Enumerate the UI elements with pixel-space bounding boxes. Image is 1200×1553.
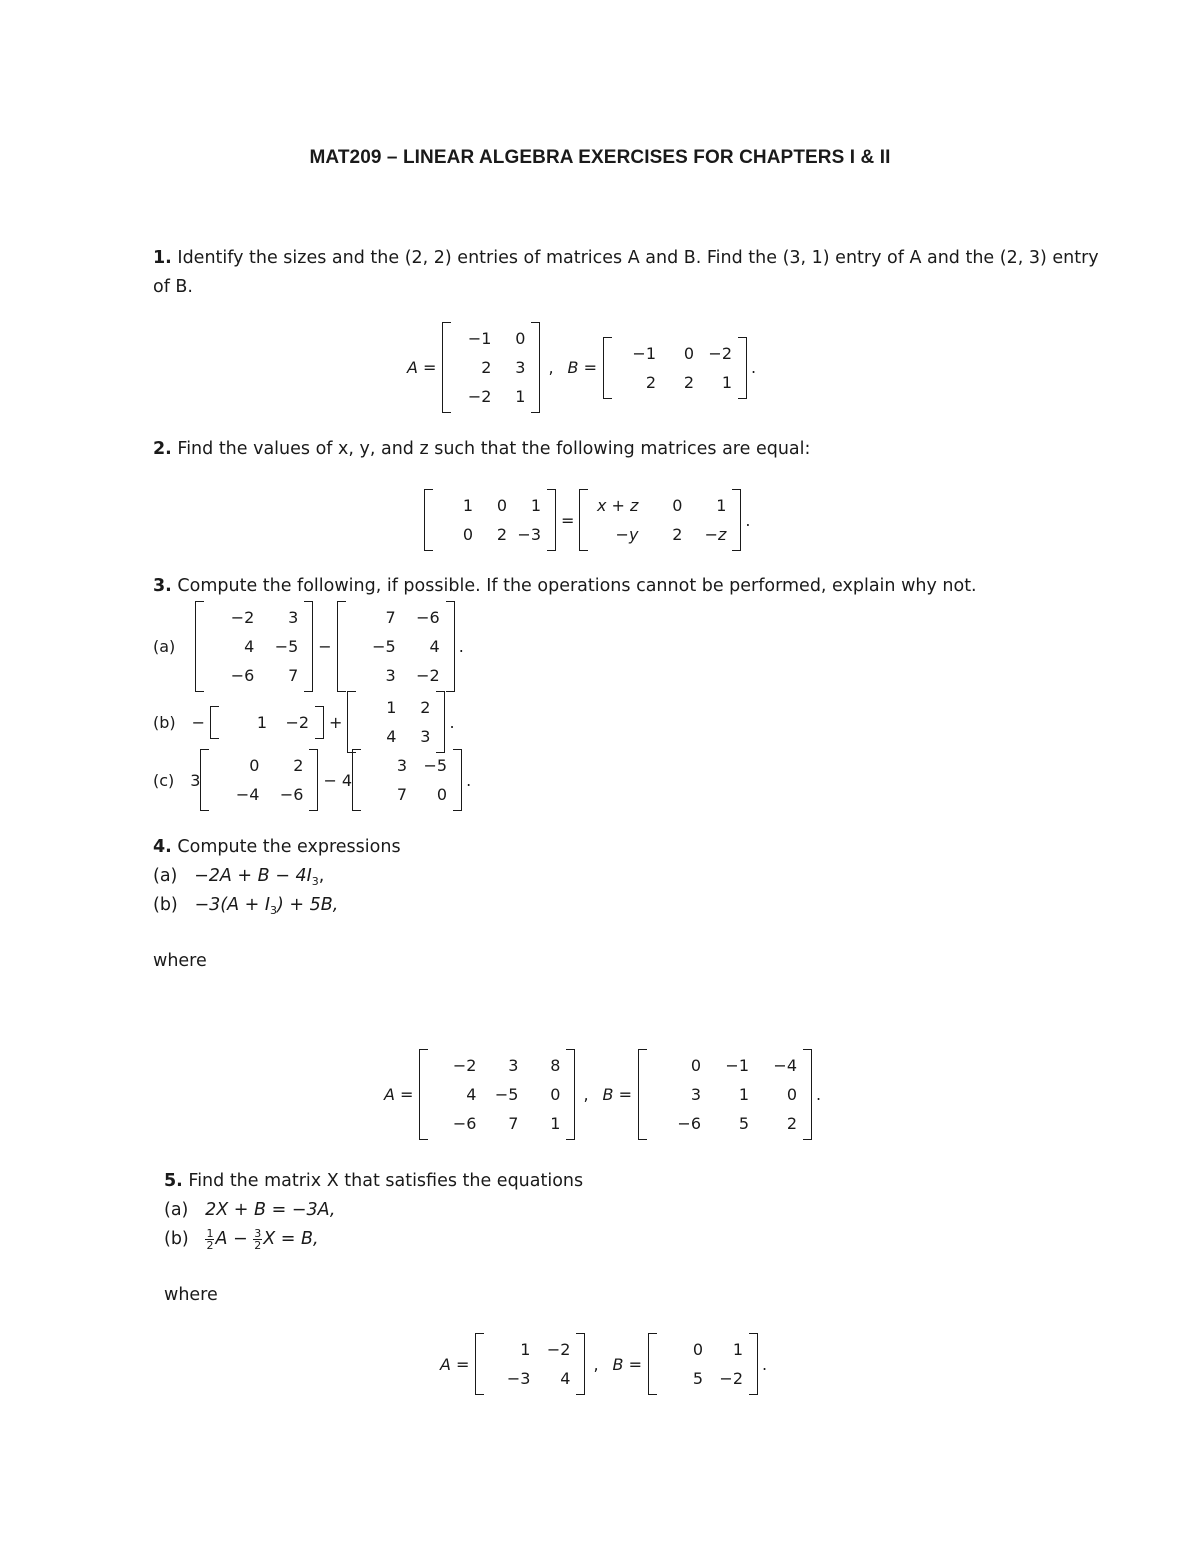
matrix-entry: 2 [683, 372, 694, 392]
matrix-entry: 3 [515, 358, 526, 377]
q3-part-a: (a) −2 3 4 −5 −6 7 − 7 −6 −5 4 3 −2 . [153, 601, 464, 692]
matrix-a2 [337, 601, 455, 692]
expression: A − [215, 1229, 248, 1249]
question-number: 4. [153, 837, 172, 857]
matrix-entry: −2 [467, 387, 492, 406]
matrix-entry: 0 [550, 1085, 561, 1104]
matrix-entry: −2 [708, 343, 732, 363]
matrix-entry: 3 [508, 1056, 519, 1075]
matrix-entry: 2 [645, 372, 656, 392]
matrix-entry: −6 [677, 1114, 701, 1133]
matrix-entry: 3 [288, 608, 299, 627]
matrix-entry: 7 [508, 1114, 519, 1133]
matrix-entry: 3 [420, 727, 431, 746]
question-1-line-2: of B. [153, 277, 193, 297]
q4-part-a: (a) $-2A + B - 4I_3$, [153, 866, 325, 888]
matrix-entry: 0 [462, 525, 473, 544]
matrix-entry: −5 [494, 1085, 519, 1104]
matrix-entry: 1 [721, 372, 732, 392]
matrix-entry: −2 [285, 712, 310, 732]
q3-part-b: (b) − 1 −2 + 1 2 4 3 . [153, 691, 455, 753]
expression: 2X + B = −3A, [205, 1200, 336, 1220]
matrix-entry: 3 [396, 756, 408, 775]
matrix-entry: −5 [372, 637, 396, 656]
matrix-entry: −5 [423, 756, 448, 775]
q3-part-c: (c) 3 0 2 −4 −6 − 4 3 −5 7 0 . [153, 749, 471, 811]
matrix-label: B = [602, 1085, 632, 1104]
expression: −2A + B − 4I [194, 866, 312, 886]
matrix-B [603, 337, 747, 399]
where-label: where [164, 1285, 218, 1305]
matrix-entry: 4 [244, 637, 255, 656]
matrix-label: A = [407, 358, 437, 377]
matrix-entry: −2 [230, 608, 255, 627]
matrix-entry: −3 [506, 1369, 531, 1388]
matrix-label: A = [440, 1354, 470, 1374]
matrix-entry: −6 [416, 608, 440, 627]
matrix-A [419, 1049, 575, 1140]
matrix-label: B = [567, 358, 597, 377]
q4-part-b: (b) $-3(A + I_3) + 5B$, [153, 895, 339, 917]
matrix-a1 [195, 601, 313, 692]
matrix-label: A = [384, 1085, 414, 1104]
matrix-entry: −3 [517, 525, 541, 544]
matrix-B [648, 1333, 758, 1395]
matrix-entry: 7 [288, 666, 299, 685]
matrix-entry: 1 [386, 698, 397, 717]
matrix-entry: 1 [530, 496, 541, 515]
matrix-entry: 1 [520, 1340, 531, 1359]
matrix-entry: −6 [279, 785, 304, 804]
question-3 [153, 572, 977, 600]
matrix-entry: 1 [738, 1085, 749, 1104]
matrix-entry: 1 [256, 712, 268, 732]
part-label: (c) [153, 770, 175, 790]
matrix-c2 [352, 749, 462, 811]
matrix-entry: 1 [732, 1340, 743, 1359]
question-number: 2. [153, 439, 172, 459]
matrix-entry: 7 [396, 785, 408, 804]
matrix-entry: −2 [452, 1056, 477, 1075]
where-label: where [153, 951, 207, 971]
matrix-entry: 5 [738, 1114, 749, 1133]
matrix-entry: −4 [235, 785, 260, 804]
matrix-entry: 2 [496, 525, 507, 544]
part-label: (b) [164, 1229, 189, 1249]
question-4-text: Compute the expressions [177, 837, 401, 857]
matrix-entry: 1 [462, 496, 473, 515]
page-title: MAT209 – LINEAR ALGEBRA EXERCISES FOR CHAPTERS I & II [309, 147, 891, 168]
question-number: 1. [153, 248, 172, 268]
matrix-c1 [200, 749, 318, 811]
matrix-entry: 0 [672, 496, 683, 515]
matrix-entry: 0 [249, 756, 260, 775]
question-number: 5. [164, 1171, 183, 1191]
matrix-entry: 3 [385, 666, 396, 685]
question-4 [153, 833, 401, 861]
question-5 [164, 1167, 583, 1195]
matrix-entry: 1 [716, 496, 727, 515]
matrix-entry: 5 [692, 1369, 703, 1388]
matrix-label: B = [612, 1354, 642, 1374]
question-number: 3. [153, 576, 172, 596]
matrix-entry: 0 [690, 1056, 701, 1075]
matrix-entry: 2 [420, 698, 431, 717]
coefficient: 3 [190, 770, 201, 790]
matrix-entry: 0 [436, 785, 448, 804]
matrix-entry: 0 [683, 343, 694, 363]
matrix-entry: −2 [546, 1340, 571, 1359]
matrix-entry: −2 [416, 666, 440, 685]
matrix-entry: 7 [385, 608, 396, 627]
matrix-entry: 3 [690, 1085, 701, 1104]
matrix-entry: −6 [452, 1114, 477, 1133]
q5-part-b: (b) $\frac{1}{2}$ A − $\frac{3}{2}$ X = B, [164, 1226, 319, 1252]
matrix-entry: −1 [632, 343, 656, 363]
matrix-entry: −z [704, 525, 727, 544]
part-label: (a) [153, 866, 178, 886]
question-3-text: Compute the following, if possible. If the operations cannot be performed, explain why not. [177, 576, 977, 596]
matrix-entry: −4 [773, 1056, 797, 1075]
part-label: (a) [153, 637, 176, 656]
question-2 [153, 435, 810, 463]
matrix-entry: 0 [496, 496, 507, 515]
matrix-b1 [210, 706, 324, 739]
matrix-entry: 2 [786, 1114, 797, 1133]
matrix-entry: 4 [560, 1369, 571, 1388]
matrix-entry: 1 [550, 1114, 561, 1133]
matrix-entry: 8 [550, 1056, 561, 1075]
part-label: (b) [153, 895, 178, 915]
matrix-A [442, 322, 540, 413]
q2-matrices: 1 0 1 0 2 −3 = x + z 0 1 −y 2 −z . [424, 489, 751, 551]
matrix-entry: 4 [429, 637, 440, 656]
matrix-entry: 2 [481, 358, 492, 377]
q1-matrices: A = −1 0 2 3 −2 1 , B = −1 0 −2 2 2 1 . [407, 322, 756, 413]
matrix-entry: 0 [692, 1340, 703, 1359]
matrix-B [638, 1049, 812, 1140]
q4-matrices: A = −2 3 8 4 −5 0 −6 7 1 , B = 0 −1 −4 3 1 0 −6 5 2 . [384, 1049, 821, 1140]
matrix-A [475, 1333, 585, 1395]
part-label: (a) [164, 1200, 189, 1220]
question-5-text: Find the matrix X that satisfies the equations [188, 1171, 584, 1191]
matrix-entry: 4 [386, 727, 397, 746]
part-label: (b) [153, 712, 176, 732]
matrix-entry: 0 [786, 1085, 797, 1104]
expression-end: ) + 5B, [277, 895, 339, 915]
expression-end: X = B, [263, 1229, 319, 1249]
matrix-entry: 4 [466, 1085, 477, 1104]
matrix-right [579, 489, 741, 551]
matrix-left [424, 489, 556, 551]
matrix-entry: −5 [274, 637, 299, 656]
q5-part-a [164, 1196, 335, 1224]
matrix-entry: −2 [719, 1369, 743, 1388]
matrix-entry: 2 [672, 525, 683, 544]
matrix-entry: −y [615, 525, 639, 544]
matrix-entry: −1 [467, 329, 492, 348]
matrix-entry: x + z [596, 496, 639, 515]
q5-matrices: A = 1 −2 −3 4 , B = 0 1 5 −2 . [440, 1333, 767, 1395]
question-2-text: Find the values of x, y, and z such that the following matrices are equal: [177, 439, 811, 459]
matrix-entry: −1 [725, 1056, 749, 1075]
matrix-entry: −6 [230, 666, 255, 685]
matrix-entry: 0 [515, 329, 526, 348]
matrix-entry: 2 [293, 756, 304, 775]
matrix-b2 [347, 691, 445, 753]
question-1 [153, 244, 1099, 272]
matrix-entry: 1 [515, 387, 526, 406]
question-1-line-1: Identify the sizes and the (2, 2) entries of matrices A and B. Find the (3, 1) entry of A and the (2, 3) entry [177, 248, 1099, 268]
expression: −3(A + I [194, 895, 271, 915]
coefficient: 4 [341, 770, 353, 790]
